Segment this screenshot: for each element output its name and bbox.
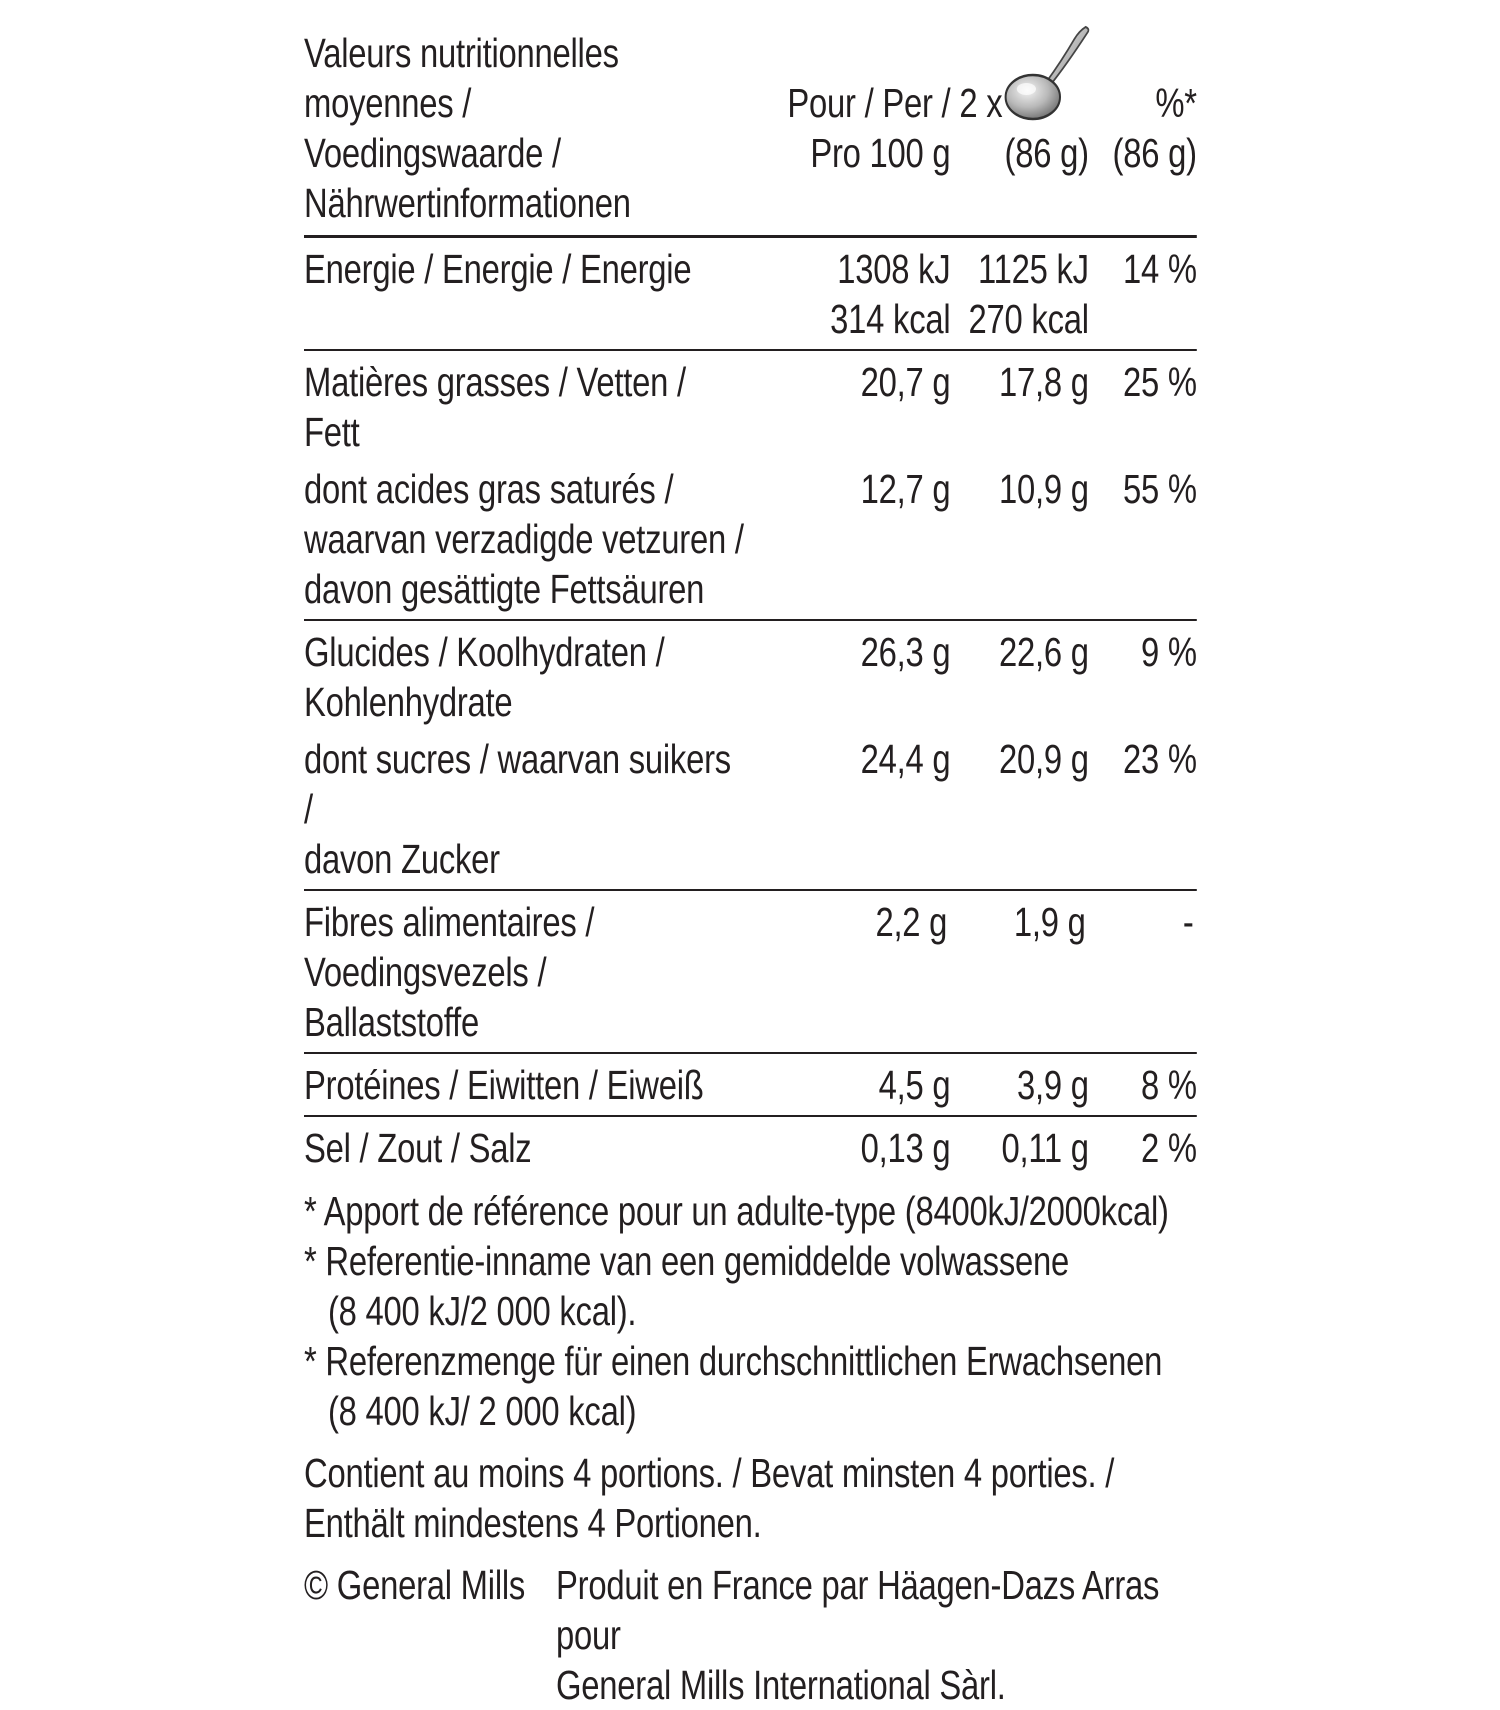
- sugars-portion: 20,9 g: [999, 736, 1089, 782]
- title-line-fr: Valeurs nutritionnelles moyennes /: [304, 30, 619, 126]
- carbs-per100: 26,3 g: [860, 629, 951, 675]
- portions-note-line1: Contient au moins 4 portions. / Bevat minsten 4 porties. /: [304, 1450, 1115, 1496]
- per100-header-line2: Pro 100 g: [810, 130, 951, 176]
- producer-line1: Produit en France par Häagen-Dazs Arras pour: [556, 1562, 1160, 1658]
- percent-header-line1: %*: [1155, 80, 1197, 126]
- footnote-nl-line2: (8 400 kJ/2 000 kcal).: [328, 1288, 637, 1334]
- energy-portion-kj: 1125 kJ: [978, 246, 1089, 292]
- fat-portion: 17,8 g: [999, 359, 1089, 405]
- protein-portion: 3,9 g: [1017, 1062, 1089, 1108]
- fat-label: Matières grasses / Vetten / Fett: [304, 359, 686, 455]
- energy-portion-kcal: 270 kcal: [968, 296, 1089, 342]
- sugars-label-line1: dont sucres / waarvan suikers /: [304, 736, 731, 832]
- portions-note: [304, 1448, 1197, 1548]
- row-sugars: [304, 734, 1197, 884]
- energy-per100-kcal: 314 kcal: [830, 296, 951, 342]
- energy-percent: 14 %: [1122, 246, 1197, 292]
- row-energy: [304, 238, 1197, 351]
- protein-percent: 8 %: [1141, 1062, 1197, 1108]
- table-header: [304, 28, 1197, 238]
- energy-per100-kj: 1308 kJ: [837, 246, 951, 292]
- copyright-notice: © General Mills: [304, 1562, 526, 1608]
- carbs-portion: 22,6 g: [999, 629, 1089, 675]
- column-header-portion: [950, 28, 1088, 178]
- fat-section: [304, 351, 1197, 621]
- footnote-nl-line1: * Referentie-inname van een gemiddelde volwassene: [304, 1238, 1069, 1284]
- saturates-portion: 10,9 g: [999, 466, 1089, 512]
- carbs-label-line1: Glucides / Koolhydraten /: [304, 629, 665, 675]
- portion-header-line1: [950, 78, 1088, 128]
- reference-footnotes: [304, 1186, 1197, 1436]
- saturates-per100: 12,7 g: [860, 466, 951, 512]
- saturates-label-fr: dont acides gras saturés /: [304, 466, 674, 512]
- protein-per100: 4,5 g: [878, 1062, 951, 1108]
- fibre-per100: 2,2 g: [875, 899, 948, 945]
- salt-percent: 2 %: [1141, 1125, 1197, 1171]
- sugars-percent: 23 %: [1122, 736, 1197, 782]
- sugars-label-line2: davon Zucker: [304, 836, 500, 882]
- producer-text: [556, 1560, 1197, 1710]
- energy-label: Energie / Energie / Energie: [304, 246, 692, 292]
- protein-label: Protéines / Eiwitten / Eiweiß: [304, 1062, 704, 1108]
- carbs-section: [304, 621, 1197, 891]
- saturates-label: [304, 464, 755, 614]
- energy-per100: [755, 244, 950, 344]
- footnote-fr: * Apport de référence pour un adulte-type (8400kJ/2000kcal): [304, 1188, 1169, 1234]
- row-protein: [304, 1054, 1197, 1117]
- portions-note-line2: Enthält mindestens 4 Portionen.: [304, 1500, 762, 1546]
- producer-line2: General Mills International Sàrl.: [556, 1662, 1006, 1708]
- producer-info: [304, 1560, 1197, 1710]
- fibre-label: [304, 897, 752, 1047]
- fibre-portion: 1,9 g: [1013, 899, 1086, 945]
- portion-prefix: 2 x: [959, 80, 1003, 126]
- salt-portion: 0,11 g: [1001, 1125, 1089, 1171]
- per100-header-line1: Pour / Per /: [787, 80, 951, 126]
- salt-per100: 0,13 g: [860, 1125, 951, 1171]
- saturates-label-nl: waarvan verzadigde vetzuren /: [304, 516, 744, 562]
- fibre-label-line1: Fibres alimentaires / Voedingsvezels /: [304, 899, 595, 995]
- carbs-percent: 9 %: [1141, 629, 1197, 675]
- saturates-percent: 55 %: [1122, 466, 1197, 512]
- carbs-label-line2: Kohlenhydrate: [304, 679, 513, 725]
- row-salt: [304, 1117, 1197, 1178]
- fibre-label-line2: Ballaststoffe: [304, 999, 479, 1045]
- saturates-label-de: davon gesättigte Fettsäuren: [304, 566, 705, 612]
- row-saturates: [304, 464, 1197, 614]
- row-fat: [304, 357, 1197, 457]
- portion-header-line2: (86 g): [1004, 130, 1089, 176]
- table-title: [304, 28, 755, 228]
- energy-portion: [950, 244, 1088, 344]
- scoop-icon: [1002, 79, 1088, 123]
- row-fibre: [304, 891, 1197, 1054]
- column-header-percent: [1089, 28, 1197, 178]
- carbs-label: [304, 627, 755, 727]
- footnote-de-line2: (8 400 kJ/ 2 000 kcal): [328, 1388, 637, 1434]
- sugars-label: [304, 734, 755, 884]
- percent-header-line2: (86 g): [1112, 130, 1197, 176]
- footnote-de-line1: * Referenzmenge für einen durchschnittlichen Erwachsenen: [304, 1338, 1163, 1384]
- nutrition-panel: [304, 28, 1197, 1710]
- fat-per100: 20,7 g: [860, 359, 951, 405]
- salt-label: Sel / Zout / Salz: [304, 1125, 532, 1171]
- title-line-nl: Voedingswaarde /: [304, 130, 561, 176]
- row-carbs: [304, 627, 1197, 727]
- sugars-per100: 24,4 g: [860, 736, 951, 782]
- column-header-per100: [755, 28, 950, 178]
- fat-percent: 25 %: [1122, 359, 1197, 405]
- fibre-percent: -: [1182, 899, 1194, 945]
- title-line-de: Nährwertinformationen: [304, 180, 631, 226]
